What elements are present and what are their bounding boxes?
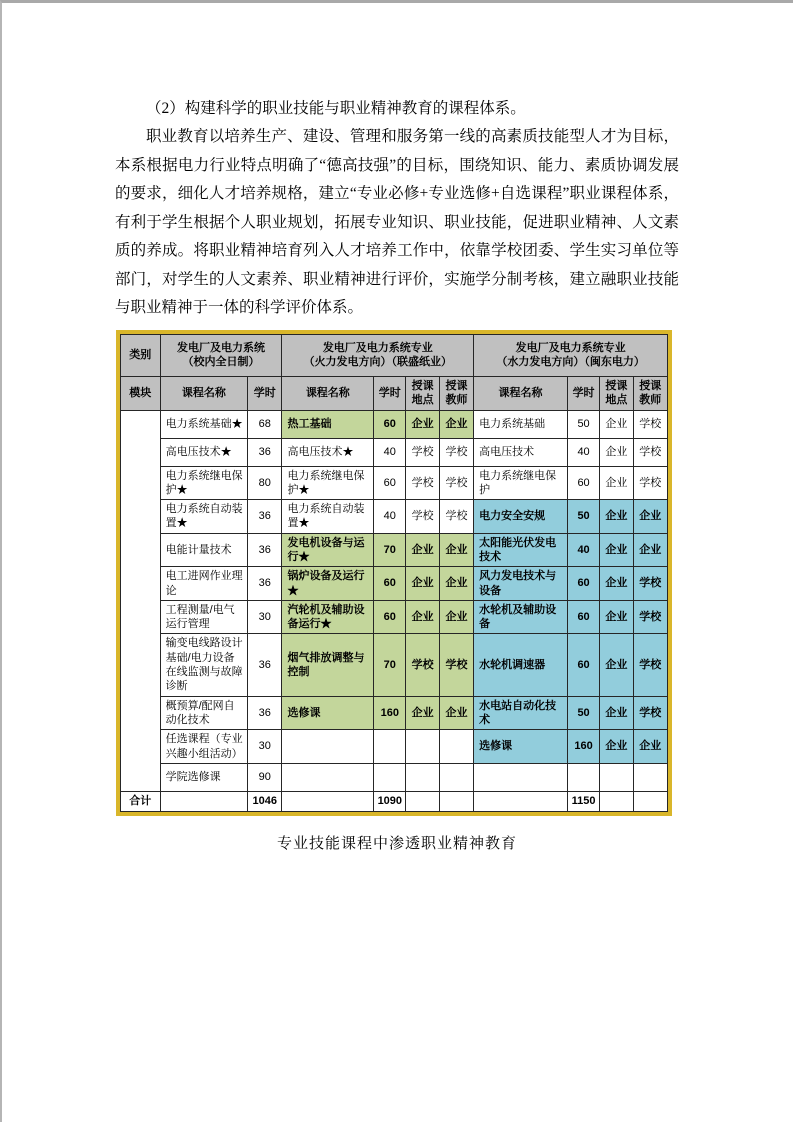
course-cell: 学校 — [406, 438, 439, 466]
total-empty-cell — [633, 791, 667, 811]
course-cell: 36 — [248, 438, 282, 466]
total-campus-hours: 1046 — [248, 791, 282, 811]
course-cell — [439, 730, 473, 764]
header-category: 类别 — [121, 334, 161, 376]
course-cell: 学校 — [439, 438, 473, 466]
header-course-name: 课程名称 — [282, 376, 374, 410]
total-empty-cell — [474, 791, 568, 811]
module-column-cell — [121, 410, 161, 791]
course-cell: 概预算/配网自动化技术 — [160, 696, 248, 730]
total-empty-cell — [439, 791, 473, 811]
course-cell: 学校 — [633, 600, 667, 634]
course-cell: 电力安全安规 — [474, 500, 568, 534]
header-hours: 学时 — [567, 376, 599, 410]
course-cell: 电力系统基础★ — [160, 410, 248, 438]
course-cell: 90 — [248, 763, 282, 791]
course-cell — [474, 763, 568, 791]
course-cell: 企业 — [600, 533, 633, 567]
course-cell: 电力系统基础 — [474, 410, 568, 438]
course-cell: 学院选修课 — [160, 763, 248, 791]
course-cell: 企业 — [406, 533, 439, 567]
course-cell: 企业 — [633, 730, 667, 764]
course-cell: 学校 — [406, 466, 439, 500]
course-cell: 企业 — [600, 438, 633, 466]
header-hours: 学时 — [248, 376, 282, 410]
header-course-name: 课程名称 — [160, 376, 248, 410]
course-cell: 企业 — [439, 533, 473, 567]
course-cell — [600, 763, 633, 791]
course-cell: 电力系统继电保护★ — [282, 466, 374, 500]
course-cell: 企业 — [406, 567, 439, 601]
course-cell: 学校 — [633, 410, 667, 438]
course-cell — [567, 763, 599, 791]
section-title-line: 发电厂及电力系统 — [177, 341, 266, 354]
course-cell: 电力系统继电保护 — [474, 466, 568, 500]
course-cell: 企业 — [439, 600, 473, 634]
course-cell: 输变电线路设计基础/电力设备在线监测与故障诊断 — [160, 634, 248, 696]
course-cell: 高电压技术★ — [160, 438, 248, 466]
total-empty-cell — [600, 791, 633, 811]
course-cell: 任选课程（专业兴趣小组活动） — [160, 730, 248, 764]
course-cell: 企业 — [406, 410, 439, 438]
course-cell: 60 — [374, 466, 406, 500]
header-teacher: 授课教师 — [633, 376, 667, 410]
course-cell: 热工基础 — [282, 410, 374, 438]
course-cell: 30 — [248, 730, 282, 764]
course-cell: 学校 — [633, 567, 667, 601]
course-cell: 36 — [248, 533, 282, 567]
course-row — [121, 600, 668, 634]
table-caption: 专业技能课程中渗透职业精神教育 — [276, 835, 517, 852]
course-cell: 36 — [248, 634, 282, 696]
course-cell: 汽轮机及辅助设备运行★ — [282, 600, 374, 634]
course-cell: 电力系统自动装置★ — [282, 500, 374, 534]
course-cell: 60 — [567, 466, 599, 500]
header-section-hydro — [474, 334, 668, 376]
course-cell: 40 — [567, 438, 599, 466]
course-cell: 40 — [374, 438, 406, 466]
course-cell: 50 — [567, 500, 599, 534]
course-cell: 60 — [567, 634, 599, 696]
total-empty-cell — [282, 791, 374, 811]
course-cell: 50 — [567, 410, 599, 438]
course-cell: 水轮机及辅助设备 — [474, 600, 568, 634]
total-empty-cell — [160, 791, 248, 811]
total-empty-cell — [406, 791, 439, 811]
table-header-row-sections — [121, 334, 668, 376]
course-cell — [282, 730, 374, 764]
course-cell: 60 — [374, 410, 406, 438]
course-cell: 风力发电技术与设备 — [474, 567, 568, 601]
course-row — [121, 567, 668, 601]
course-row — [121, 763, 668, 791]
course-cell — [406, 763, 439, 791]
course-cell: 选修课 — [282, 696, 374, 730]
course-cell: 68 — [248, 410, 282, 438]
course-cell: 40 — [567, 533, 599, 567]
header-place: 授课地点 — [406, 376, 439, 410]
course-cell: 企业 — [600, 634, 633, 696]
course-cell: 30 — [248, 600, 282, 634]
course-row — [121, 696, 668, 730]
header-course-name: 课程名称 — [474, 376, 568, 410]
course-cell: 40 — [374, 500, 406, 534]
course-cell: 工程测量/电气运行管理 — [160, 600, 248, 634]
course-cell: 70 — [374, 533, 406, 567]
total-thermal-hours: 1090 — [374, 791, 406, 811]
header-module: 模块 — [121, 376, 161, 410]
course-cell: 电力系统自动装置★ — [160, 500, 248, 534]
course-cell: 36 — [248, 567, 282, 601]
course-cell: 学校 — [439, 466, 473, 500]
table-header-row-columns — [121, 376, 668, 410]
header-section-thermal — [282, 334, 474, 376]
course-cell: 企业 — [600, 410, 633, 438]
total-row — [121, 791, 668, 811]
course-cell: 60 — [567, 600, 599, 634]
course-cell — [439, 763, 473, 791]
total-hydro-hours: 1150 — [567, 791, 599, 811]
course-cell: 60 — [374, 600, 406, 634]
course-cell: 36 — [248, 500, 282, 534]
course-cell: 160 — [374, 696, 406, 730]
course-cell — [282, 763, 374, 791]
section-heading: （2）构建科学的职业技能与职业精神教育的课程体系。 — [146, 100, 526, 117]
course-cell: 高电压技术★ — [282, 438, 374, 466]
course-cell: 学校 — [633, 438, 667, 466]
course-cell: 水电站自动化技术 — [474, 696, 568, 730]
section-title-line: 发电厂及电力系统专业 — [322, 341, 433, 354]
course-cell: 企业 — [600, 500, 633, 534]
course-cell: 50 — [567, 696, 599, 730]
course-cell: 高电压技术 — [474, 438, 568, 466]
course-row — [121, 634, 668, 696]
course-row — [121, 500, 668, 534]
course-cell: 学校 — [633, 696, 667, 730]
course-cell: 锅炉设备及运行★ — [282, 567, 374, 601]
course-cell: 36 — [248, 696, 282, 730]
course-cell: 企业 — [406, 600, 439, 634]
course-cell: 烟气排放调整与控制 — [282, 634, 374, 696]
course-cell: 学校 — [633, 634, 667, 696]
course-cell: 60 — [374, 567, 406, 601]
course-cell: 企业 — [600, 466, 633, 500]
course-cell: 学校 — [406, 634, 439, 696]
course-cell: 学校 — [406, 500, 439, 534]
course-cell: 企业 — [439, 410, 473, 438]
course-cell: 60 — [567, 567, 599, 601]
course-cell: 电能计量技术 — [160, 533, 248, 567]
course-row — [121, 410, 668, 438]
body-paragraph: 职业教育以培养生产、建设、管理和服务第一线的高素质技能型人才为目标，本系根据电力行业特点明确了“德高技强”的目标，围绕知识、能力、素质协调发展的要求，细化人才培养规格，建立“专业必修+专业选修+自选课程”职业课程体系，有利于学生根据个人职业规划，拓展专业知识、职业技能，促进职业精神、人文素质的养成。将职业精神培育列入人才培养工作中，依靠学校团委、学生实习单位等部门，对学生的人文素养、职业精神进行评价，实施学分制考核，建立融职业技能与职业精神于一体的科学评价体系。 — [115, 128, 679, 316]
section-title-line: （火力发电方向）（联盛纸业） — [303, 356, 453, 368]
course-cell: 160 — [567, 730, 599, 764]
course-cell: 学校 — [439, 500, 473, 534]
section-title-line: （水力发电方向）（闽东电力） — [496, 356, 645, 368]
header-teacher: 授课教师 — [439, 376, 473, 410]
course-cell: 电工进网作业理论 — [160, 567, 248, 601]
page-content — [2, 3, 793, 853]
course-cell: 企业 — [600, 600, 633, 634]
course-row — [121, 466, 668, 500]
section-title-line: 发电厂及电力系统专业 — [515, 341, 626, 354]
course-cell: 80 — [248, 466, 282, 500]
course-cell: 企业 — [439, 567, 473, 601]
course-cell: 70 — [374, 634, 406, 696]
course-table-body — [121, 410, 668, 791]
course-cell — [406, 730, 439, 764]
course-table — [116, 330, 672, 816]
total-label: 合计 — [121, 791, 161, 811]
course-cell: 企业 — [633, 500, 667, 534]
section-title-line: （校内全日制） — [182, 356, 260, 368]
course-cell: 学校 — [439, 634, 473, 696]
course-row — [121, 533, 668, 567]
course-cell: 学校 — [633, 466, 667, 500]
header-place: 授课地点 — [600, 376, 633, 410]
course-cell: 企业 — [600, 567, 633, 601]
course-cell: 企业 — [439, 696, 473, 730]
course-cell — [633, 763, 667, 791]
course-row — [121, 438, 668, 466]
course-cell: 企业 — [600, 696, 633, 730]
course-cell — [374, 763, 406, 791]
course-cell: 发电机设备与运行★ — [282, 533, 374, 567]
course-cell: 电力系统继电保护★ — [160, 466, 248, 500]
header-hours: 学时 — [374, 376, 406, 410]
course-cell: 企业 — [406, 696, 439, 730]
course-cell: 企业 — [633, 533, 667, 567]
course-cell: 选修课 — [474, 730, 568, 764]
course-cell: 太阳能光伏发电技术 — [474, 533, 568, 567]
course-cell — [374, 730, 406, 764]
course-row — [121, 730, 668, 764]
course-cell: 水轮机调速器 — [474, 634, 568, 696]
course-cell: 企业 — [600, 730, 633, 764]
header-section-campus — [160, 334, 282, 376]
